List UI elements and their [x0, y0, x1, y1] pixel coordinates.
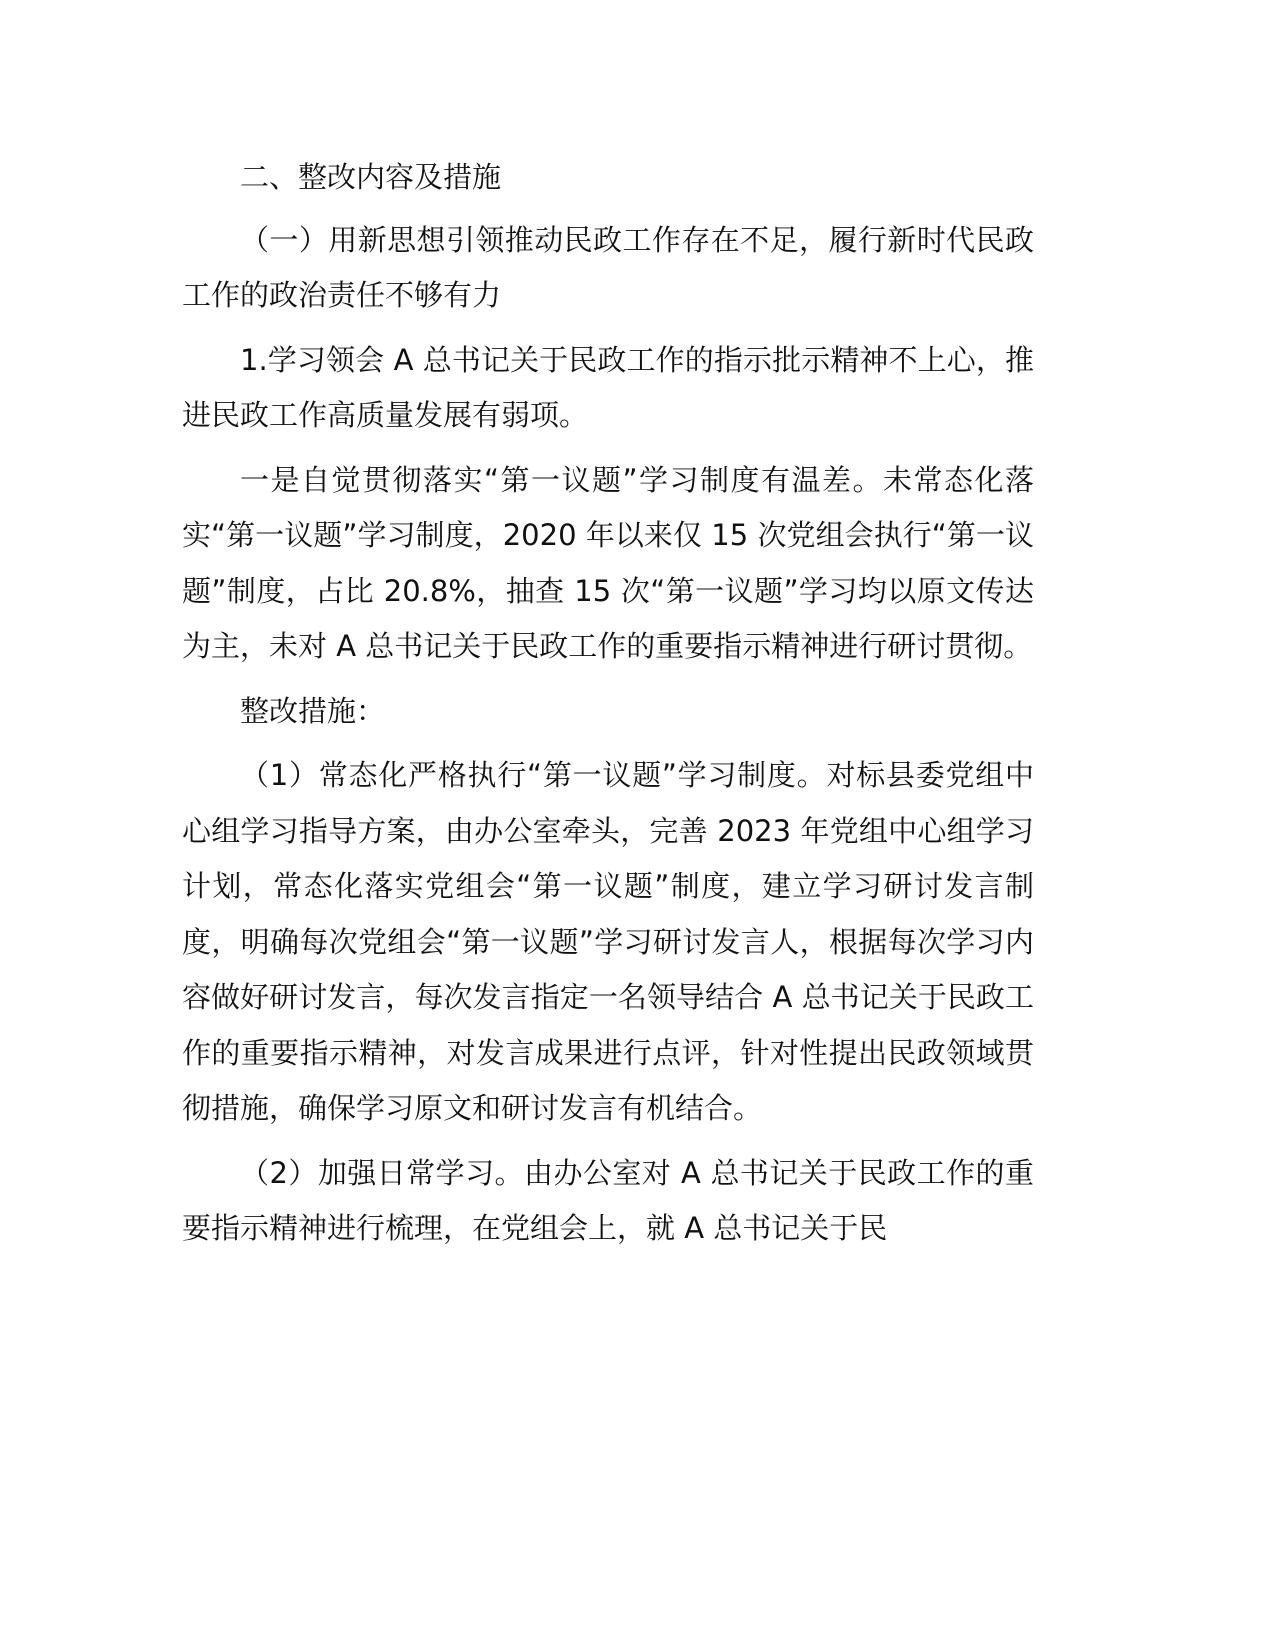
- item-heading: 1.学习领会 A 总书记关于民政工作的指示批示精神不上心，推进民政工作高质量发展有弱项。: [182, 342, 1034, 432]
- measure-paragraph-2: （2）加强日常学习。由办公室对 A 总书记关于民政工作的重要指示精神进行梳理，在党组会上，就 A 总书记关于民: [182, 1155, 1034, 1245]
- section-heading: 二、整改内容及措施: [240, 160, 502, 194]
- measure-paragraph-1: （1）常态化严格执行“第一议题”学习制度。对标县委党组中心组学习指导方案，由办公室牵头，完善 2023 年党组中心组学习计划，常态化落实党组会“第一议题”制度，建立学习研讨发言制度，明确每次党组会“第一议题”学习研讨发言人，根据每次学习内容做好研讨发言，每次发言指定一名领导结合 A 总书记关于民政工作的重要指示精神，对发言成果进行点评，针对性提出民政领域贯彻措施，确保学习原文和研讨发言有机结合。: [182, 758, 1034, 1125]
- measures-label: 整改措施：: [240, 693, 386, 728]
- problem-paragraph: 一是自觉贯彻落实“第一议题”学习制度有温差。未常态化落实“第一议题”学习制度，2020 年以来仅 15 次党组会执行“第一议题”制度，占比 20.8%，抽查 15 次“第一议题”学习均以原文传达为主，未对 A 总书记关于民政工作的重要指示精神进行研讨贯彻。: [182, 462, 1034, 663]
- document-body: [182, 150, 1034, 1266]
- subsection-heading: （一）用新思想引领推动民政工作存在不足，履行新时代民政工作的政治责任不够有力: [182, 222, 1034, 312]
